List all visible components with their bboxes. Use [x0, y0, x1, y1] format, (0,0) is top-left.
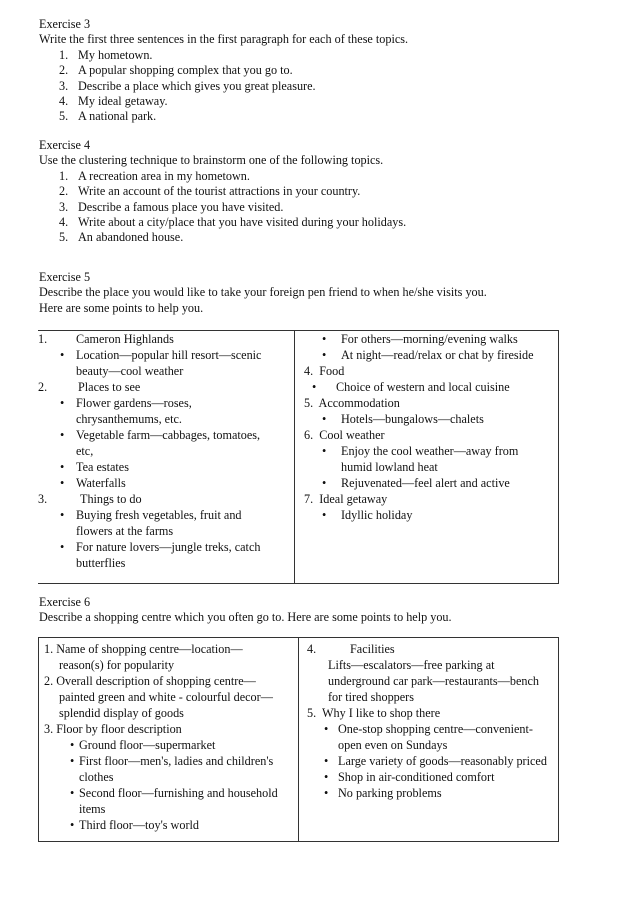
- point-text: painted green and white - colourful decor—: [59, 690, 273, 704]
- bullet-icon: •: [60, 476, 65, 490]
- point-heading: Places to see: [78, 380, 141, 394]
- exercise-4-section: [39, 138, 599, 246]
- list-item: 4. My ideal getaway.: [59, 94, 168, 109]
- point-heading: 3. Floor by floor description: [44, 722, 182, 736]
- bullet-icon: •: [60, 396, 65, 410]
- exercise-3-section: [39, 17, 599, 125]
- bullet-text: clothes: [79, 770, 114, 784]
- list-item: 1. A recreation area in my hometown.: [59, 168, 250, 183]
- point-heading: 6. Cool weather: [304, 428, 385, 442]
- point-text: for tired shoppers: [328, 690, 414, 704]
- exercise-3-instruction: Write the first three sentences in the first paragraph for each of these topics.: [39, 32, 409, 47]
- point-heading: 5. Why I like to shop there: [307, 706, 441, 720]
- exercise-4-instruction: Use the clustering technique to brainstorm one of the following topics.: [39, 153, 384, 168]
- point-heading: 4. Food: [304, 364, 345, 378]
- exercise-5-instruction-2: Here are some points to help you.: [39, 300, 204, 315]
- bullet-text: humid lowland heat: [341, 460, 438, 474]
- bullet-text: Waterfalls: [76, 476, 126, 490]
- point-heading: Things to do: [80, 492, 142, 506]
- bullet-icon: •: [322, 348, 327, 362]
- bullet-text: chrysanthemums, etc.: [76, 412, 182, 426]
- bullet-text: Vegetable farm—cabbages, tomatoes,: [76, 428, 261, 442]
- point-number: 2.: [38, 380, 48, 394]
- list-item: 3. Describe a famous place you have visited.: [59, 199, 284, 214]
- point-heading: 1. Name of shopping centre—location—: [44, 642, 243, 656]
- exercise-3-title: Exercise 3: [39, 17, 91, 31]
- bullet-text: At night—read/relax or chat by fireside: [341, 348, 534, 362]
- bullet-icon: •: [322, 412, 327, 426]
- table-divider: [298, 638, 299, 841]
- point-heading: 2. Overall description of shopping centre—: [44, 674, 256, 688]
- bullet-icon: •: [70, 818, 75, 832]
- bullet-text: For others—morning/evening walks: [341, 332, 518, 346]
- exercise-5-section: [39, 270, 599, 316]
- bullet-icon: •: [60, 428, 65, 442]
- bullet-text: butterflies: [76, 556, 126, 570]
- bullet-text: One-stop shopping centre—convenient-: [338, 722, 533, 736]
- point-heading: 5. Accommodation: [304, 396, 400, 410]
- bullet-text: For nature lovers—jungle treks, catch: [76, 540, 261, 554]
- bullet-text: Third floor—toy's world: [79, 818, 199, 832]
- bullet-text: Hotels—bungalows—chalets: [341, 412, 484, 426]
- list-item: 5. A national park.: [59, 109, 157, 124]
- bullet-icon: •: [70, 738, 75, 752]
- bullet-text: Tea estates: [76, 460, 129, 474]
- bullet-icon: •: [60, 348, 65, 362]
- bullet-text: etc,: [76, 444, 94, 458]
- bullet-text: beauty—cool weather: [76, 364, 184, 378]
- bullet-icon: •: [324, 754, 329, 768]
- bullet-text: Location—popular hill resort—scenic: [76, 348, 262, 362]
- exercise-6-section: [39, 595, 599, 626]
- bullet-text: No parking problems: [338, 786, 442, 800]
- exercise-5-instruction: Describe the place you would like to take your foreign pen friend to when he/she visits you.: [39, 285, 487, 300]
- list-item: 2. A popular shopping complex that you go to.: [59, 63, 293, 78]
- bullet-icon: •: [322, 476, 327, 490]
- bullet-text: Ground floor—supermarket: [79, 738, 216, 752]
- point-heading: Facilities: [350, 642, 395, 656]
- point-heading: 7. Ideal getaway: [304, 492, 388, 506]
- list-item: 2. Write an account of the tourist attractions in your country.: [59, 184, 361, 199]
- exercise-5-title: Exercise 5: [39, 270, 91, 284]
- bullet-text: Large variety of goods—reasonably priced: [338, 754, 547, 768]
- exercise-6-instruction: Describe a shopping centre which you often go to. Here are some points to help you.: [39, 610, 452, 625]
- list-item: 4. Write about a city/place that you have visited during your holidays.: [59, 215, 407, 230]
- bullet-icon: •: [322, 508, 327, 522]
- bullet-text: open even on Sundays: [338, 738, 448, 752]
- table-divider: [294, 331, 295, 583]
- bullet-icon: •: [324, 770, 329, 784]
- list-item: 1. My hometown.: [59, 47, 153, 62]
- bullet-text: Buying fresh vegetables, fruit and: [76, 508, 242, 522]
- list-item: 5. An abandoned house.: [59, 230, 184, 245]
- bullet-icon: •: [70, 786, 75, 800]
- bullet-text: Idyllic holiday: [341, 508, 413, 522]
- exercise-3-topic-list: [39, 48, 599, 125]
- bullet-icon: •: [60, 460, 65, 474]
- bullet-icon: •: [324, 722, 329, 736]
- exercise-6-title: Exercise 6: [39, 595, 91, 609]
- bullet-text: Enjoy the cool weather—away from: [341, 444, 519, 458]
- list-item: 3. Describe a place which gives you great pleasure.: [59, 78, 316, 93]
- exercise-4-title: Exercise 4: [39, 138, 91, 152]
- exercise-5-points-table: [38, 330, 559, 584]
- bullet-icon: •: [322, 444, 327, 458]
- bullet-text: Second floor—furnishing and household: [79, 786, 278, 800]
- point-text: underground car park—restaurants—bench: [328, 674, 539, 688]
- point-number: 3.: [38, 492, 48, 506]
- bullet-icon: •: [60, 540, 65, 554]
- bullet-text: flowers at the farms: [76, 524, 174, 538]
- point-text: Lifts—escalators—free parking at: [328, 658, 495, 672]
- point-heading: Cameron Highlands: [76, 332, 174, 346]
- point-text: reason(s) for popularity: [59, 658, 175, 672]
- bullet-text: Flower gardens—roses,: [76, 396, 192, 410]
- bullet-text: First floor—men's, ladies and children's: [79, 754, 274, 768]
- bullet-icon: •: [60, 508, 65, 522]
- point-number: 4.: [307, 642, 317, 656]
- point-number: 1.: [38, 332, 48, 346]
- bullet-text: Shop in air-conditioned comfort: [338, 770, 495, 784]
- bullet-icon: •: [324, 786, 329, 800]
- bullet-text: Rejuvenated—feel alert and active: [341, 476, 510, 490]
- bullet-text: Choice of western and local cuisine: [336, 380, 510, 394]
- bullet-icon: •: [70, 754, 75, 768]
- bullet-icon: •: [312, 380, 317, 394]
- point-text: splendid display of goods: [59, 706, 184, 720]
- exercise-4-topic-list: [39, 169, 599, 246]
- bullet-text: items: [79, 802, 106, 816]
- bullet-icon: •: [322, 332, 327, 346]
- exercise-6-points-table: [38, 637, 559, 842]
